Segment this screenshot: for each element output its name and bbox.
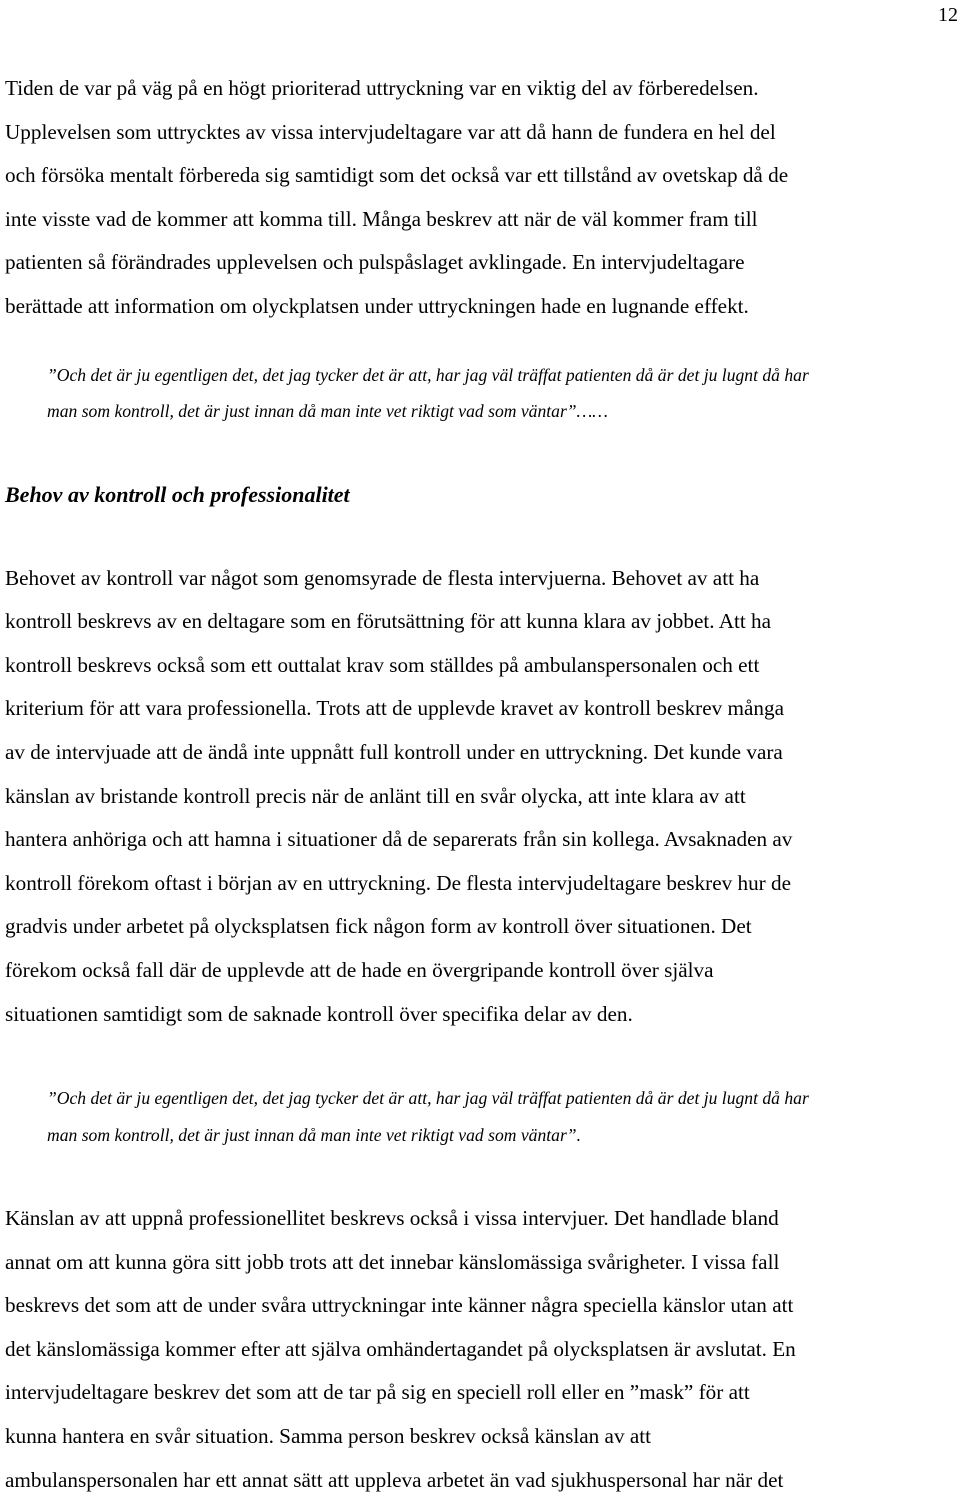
- document-body: [5, 67, 955, 1502]
- page-number: 12: [938, 4, 958, 26]
- interview-quote-2: ”Och det är ju egentligen det, det jag tycker det är att, har jag väl träffat patienten då är det ju lugnt då har man som kontroll, det är just innan då man inte vet riktigt vad som väntar”.: [47, 1088, 809, 1145]
- interview-quote-1: ”Och det är ju egentligen det, det jag tycker det är att, har jag väl träffat patienten då är det ju lugnt då har man som kontroll, det är just innan då man inte vet riktigt vad som väntar”……: [47, 364, 809, 422]
- section-heading: Behov av kontroll och professionalitet: [5, 481, 350, 507]
- paragraph-professionalism: Känslan av att uppnå professionellitet beskrevs också i vissa intervjuer. Det handlade bland annat om att kunna göra sitt jobb trots att det innebar känslomässiga svårigheter. I vissa fall beskrevs det som att de under svåra uttryckningar inte känner några speciella känslor utan att det känslomässiga kommer efter att själva omhändertagandet på olycksplatsen är avslutat. En intervjudeltagare beskrev det som att de tar på sig en speciell roll eller en ”mask” för att kunna hantera en svår situation. Samma person beskrev också känslan av att ambulanspersonalen har ett annat sätt att uppleva arbetet än vad sjukhuspersonal har när det: [5, 1206, 796, 1492]
- paragraph-control: Behovet av kontroll var något som genomsyrade de flesta intervjuerna. Behovet av att ha kontroll beskrevs av en deltagare som en förutsättning för att kunna klara av jobbet. Att ha kontroll beskrevs också som ett outtalat krav som ställdes på ambulanspersonalen och ett kriterium för att vara professionella. Trots att de upplevde kravet av kontroll beskrev många av de intervjuade att de ändå inte uppnått full kontroll under en uttryckning. Det kunde vara känslan av bristande kontroll precis när de anlänt till en svår olycka, att inte klara av att hantera anhöriga och att hamna i situationer då de separerats från sin kollega. Avsaknaden av kontroll förekom oftast i början av en uttryckning. De flesta intervjudeltagare beskrev hur de gradvis under arbetet på olycksplatsen fick någon form av kontroll över situationen. Det förekom också fall där de upplevde att de hade en övergripande kontroll över själva situationen samtidigt som de saknade kontroll över specifika delar av den.: [5, 565, 793, 1026]
- paragraph-preparation: Tiden de var på väg på en högt prioriterad uttryckning var en viktig del av förberedelsen. Upplevelsen som uttrycktes av vissa intervjudeltagare var att då hann de fundera en hel del och försöka mentalt förbereda sig samtidigt som det också var ett tillstånd av ovetskap då de inte visste vad de kommer att komma till. Många beskrev att när de väl kommer fram till patienten så förändrades upplevelsen och pulspåslaget avklingade. En intervjudeltagare berättade att information om olyckplatsen under uttryckningen hade en lugnande effekt.: [5, 76, 789, 318]
